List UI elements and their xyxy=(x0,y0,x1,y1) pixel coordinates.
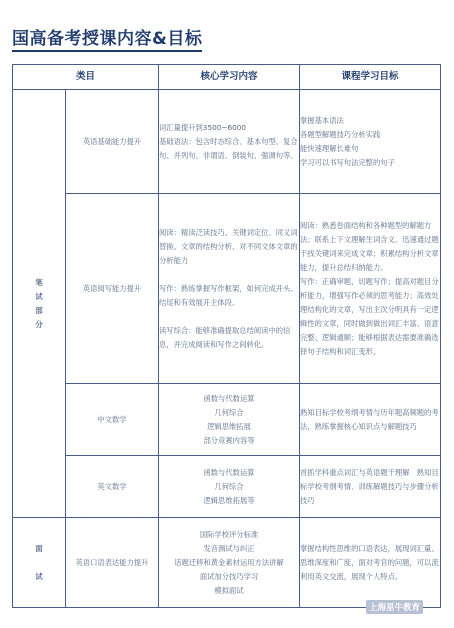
course-table xyxy=(12,64,441,608)
section-oral xyxy=(13,518,66,608)
content-line: 面试加分技巧学习 xyxy=(199,571,259,581)
title-underline xyxy=(12,50,202,52)
goal-line: 各题型解题技巧分析实践 xyxy=(300,129,381,139)
subcategory: 英语阅写能力提升 xyxy=(66,194,159,384)
content-line: 话题迁移和黄金素材运用方法讲解 xyxy=(174,557,284,567)
content-line: 国际学校评分标准 xyxy=(199,529,259,539)
table-row xyxy=(13,456,441,518)
spacer xyxy=(13,556,65,570)
course-goal xyxy=(300,194,441,384)
course-goal: 熟知目标学校考纲考情与历年题高频题的考法，熟练掌握核心知识点与解题技巧 xyxy=(300,384,441,456)
header-course-goal: 课程学习目标 xyxy=(300,65,441,90)
section-char: 部 xyxy=(35,305,43,315)
content-line: 部分竞赛内容等 xyxy=(203,435,255,445)
content-line: 发音测试与纠正 xyxy=(203,543,255,553)
table-row xyxy=(13,384,441,456)
table-row xyxy=(13,194,441,384)
table-row xyxy=(13,518,441,608)
course-goal: 首抓学科重点词汇与英语题干理解 熟知目标学校考纲考情、训练解题技巧与步骤分析技巧 xyxy=(300,456,441,518)
section-char: 分 xyxy=(35,319,43,329)
content-line: 函数与代数运算 xyxy=(203,393,255,403)
header-category: 类目 xyxy=(13,65,159,90)
content-line: 基础语法：包含时态综合、基本句型、复合句、并列句、非谓语、倒装句、强调句等。 xyxy=(159,136,298,160)
goal-line: 掌握基本语法 xyxy=(300,115,344,125)
page-title: 国高备考授课内容&目标 xyxy=(12,29,203,49)
core-content xyxy=(159,90,300,194)
header-row xyxy=(13,65,441,90)
content-line: 词汇量提升到3500~6000 xyxy=(159,122,247,132)
subcategory: 英文数学 xyxy=(66,456,159,518)
core-content xyxy=(159,456,300,518)
section-char: 试 xyxy=(35,571,43,581)
course-goal: 掌握结构性思维的口语表达，展现词汇量、思维深度和广度，面对考官的问题，可以流利用英文交流，展现个人特点。 xyxy=(300,518,441,608)
section-char: 面 xyxy=(35,543,43,553)
content-line: 函数与代数运算 xyxy=(203,467,255,477)
header-core-content: 核心学习内容 xyxy=(159,65,300,90)
content-line: 几何综合 xyxy=(214,481,244,491)
content-line: 逻辑思维拓展等 xyxy=(203,495,255,505)
section-char: 笔 xyxy=(35,277,43,287)
section-char: 试 xyxy=(35,291,43,301)
core-content xyxy=(159,194,300,384)
section-written xyxy=(13,90,66,518)
goal-line: 能快速理解长难句 xyxy=(300,143,359,153)
content-line: 几何综合 xyxy=(214,407,244,417)
goal-line: 写作：正确审题，切题写作；提高对题目分析能力，增强写作必须的思考能力；高效处理结构化的文章，写出主次分明具有一定逻辑性的文章，同时做到做出词汇丰富、语意完整、逻辑通顺；能够根据表达需要准确选择句子结构和词汇变形。 xyxy=(300,276,439,356)
subcategory: 英语基础能力提升 xyxy=(66,90,159,194)
content-line: 写作：熟练掌握写作框架，如何完成开头、结尾和有效展开主体段。 xyxy=(159,283,298,307)
spacer xyxy=(159,310,299,324)
goal-line: 学习可以书写句法完整的句子 xyxy=(300,157,395,167)
subcategory: 英语口语表达能力提升 xyxy=(66,518,159,608)
core-content xyxy=(159,384,300,456)
spacer xyxy=(159,268,299,282)
content-line: 模拟面试 xyxy=(214,585,244,595)
goal-line: 阅读：熟悉卷面结构和各种题型的解题方法；联系上下文理解生词含义。迅速通过题干找关键词来完成文章；积累结构分析文章能力，提升总结归纳能力。 xyxy=(300,220,439,272)
content-line: 逻辑思维拓展 xyxy=(207,421,251,431)
content-line: 阅读：精读泛读技巧、关键词定位、同义词替换、文章的结构分析、对不同文体文章的分析能力 xyxy=(159,227,298,265)
core-content xyxy=(159,518,300,608)
table-row xyxy=(13,90,441,194)
course-goal xyxy=(300,90,441,194)
subcategory: 中文数学 xyxy=(66,384,159,456)
brand-watermark: 上海星牛教育 xyxy=(366,600,423,614)
content-line: 读写综合：能够准确提取总结阅读中的信息，并完成阅读和写作之间转化。 xyxy=(159,325,291,349)
